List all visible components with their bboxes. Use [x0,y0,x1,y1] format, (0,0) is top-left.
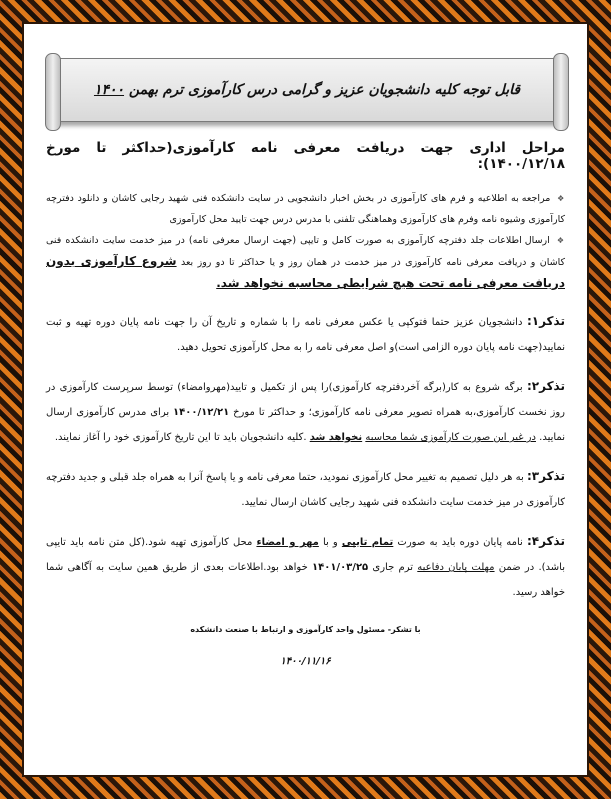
step-warning: شروع کارآموزی بدون دریافت معرفی نامه تحت هیچ شرایطی محاسبه نخواهد شد. [46,254,565,290]
announcement-title [94,82,520,98]
bullet-icon: ❖ [557,194,566,203]
note-4-text-d: ترم جاری [368,562,414,573]
bullet-icon: ❖ [556,236,566,245]
signature-line: با تشکر- مسئول واحد کارآموزی و ارتباط با صنعت دانشکده [190,625,421,634]
note-1 [46,309,565,360]
note-1-label: تذکر۱: [526,314,565,328]
note-3-text: به هر دلیل تصمیم به تغییر محل کارآموزی نمودید، حتما معرفی نامه و یا پاسخ آنرا به همراه جلد قبلی و جدید دفترچه کارآموزی در میز خدمت سایت دانشکده فنی شهید رجایی کاشان ارسال نمایید. [46,472,565,508]
note-3 [46,464,565,515]
note-2-text-b: برای مدرس کارآموزی ارسال نمایید. [46,407,565,443]
note-4-defense-deadline-label: مهلت پایان دفاعیه [417,562,495,573]
note-2-text-c: .کلیه دانشجویان باید تا این تاریخ کارآموزی خود را آغاز نمایند. [54,432,307,443]
note-2-underlined-2: نخواهد شد [309,432,363,443]
note-2 [46,374,565,450]
note-4-text-b: و با [318,537,338,548]
note-4-text-e: خواهد بود.اطلاعات بعدی از طریق همین سایت به آگاهی شما خواهد رسید. [46,562,565,598]
note-4-text-a: نامه پایان دوره باید به صورت [393,537,523,548]
note-2-deadline: ۱۴۰۰/۱۲/۲۱ [173,407,230,418]
step-2 [46,230,565,295]
title-year: ۱۴۰۰ [93,82,125,98]
note-4-deadline: ۱۴۰۱/۰۳/۲۵ [312,562,369,573]
note-2-underlined-1: در غیر این صورت کارآموزی شما محاسبه [365,432,536,443]
announcement-body [46,140,565,667]
note-3-label: تذکر۳: [526,469,565,483]
note-4-text-c: محل کارآموزی تهیه شود.(کل متن نامه باید تایپی باشد). در ضمن [46,537,565,573]
step-2-text: ارسال اطلاعات جلد دفترچه کارآموزی به صورت کامل و تایپی (جهت ارسال معرفی نامه) در میز خدمت سایت دانشکده فنی کاشان و دریافت معرفی نامه کارآموزی در میز خدمت در همان روز و یا حداکثر تا دو روز بعد [46,235,565,268]
announcement-date: ۱۴۰۰/۱۱/۱۶ [280,656,331,667]
note-1-text: دانشجویان عزیز حتما فتوکپی یا عکس معرفی نامه را با شماره و تاریخ آن را جهت نامه پایان دوره تهیه و ثبت نمایید(جهت نامه پایان دوره الزامی است)و اصل معرفی نامه را به محل کارآموزی تحویل دهید. [46,317,565,353]
note-2-text-a: برگه شروع به کار(برگه آخردفترچه کارآموزی)را پس از تکمیل و تایید(مهروامضاء) توسط سرپرست کارآموزی در روز نخست کارآموزی،به همراه تصویر معرفی نامه کارآموزی؛ و حداکثر تا مورخ [46,382,565,418]
note-4 [46,529,565,605]
note-2-label: تذکر۲: [526,379,565,393]
note-4-fully-typed: تمام تایپی [341,537,394,548]
procedure-heading: مراحل اداری جهت دریافت معرفی نامه کارآموزی(حداکثر تا مورخ ۱۴۰۰/۱۲/۱۸): [46,140,565,172]
step-1 [46,188,565,230]
title-text: قابل توجه کلیه دانشجویان عزیز و گرامی درس کارآموزی ترم بهمن [128,82,521,98]
title-scroll-banner [52,58,562,122]
note-4-stamp-signature: مهر و امضاء [256,537,319,548]
note-4-label: تذکر۴: [526,534,565,548]
step-1-text: مراجعه به اطلاعیه و فرم های کارآموزی در بخش اخبار دانشجویی در سایت دانشکده فنی شهید رجایی کاشان و دانلود دفترچه کارآموزی وشیوه نامه وفرم های کارآموزی وهماهنگی تلفنی با مدرس درس جهت تایید محل کارآموزی [46,193,565,225]
